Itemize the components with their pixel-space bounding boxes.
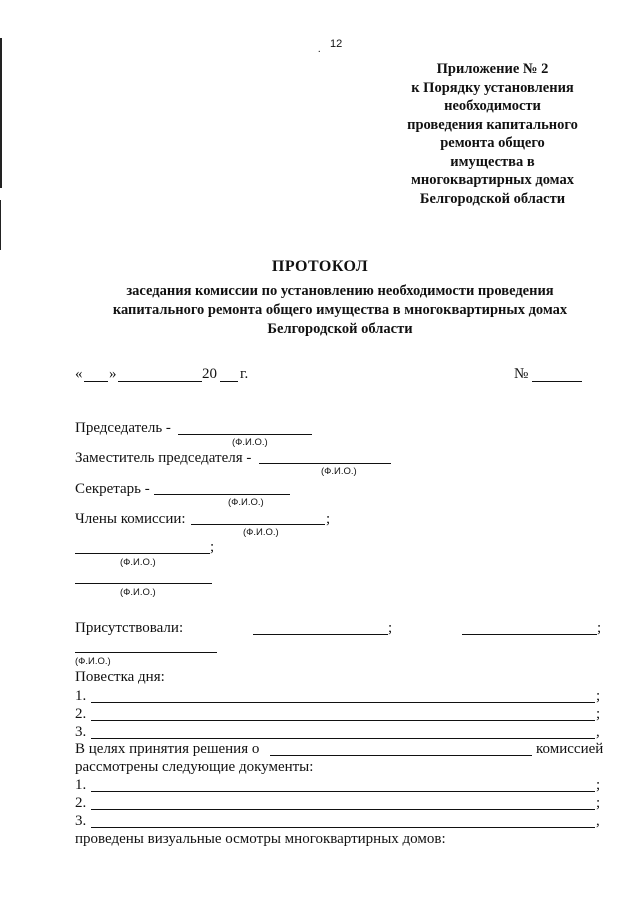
agenda-item-number: 3. bbox=[75, 724, 87, 740]
appendix-line: Приложение № 2 bbox=[436, 61, 549, 77]
fio-caption: (Ф.И.О.) bbox=[75, 656, 111, 667]
attended-label: Присутствовали: bbox=[75, 620, 184, 636]
fio-caption: (Ф.И.О.) bbox=[120, 557, 156, 568]
chairman-field[interactable] bbox=[178, 434, 312, 435]
attended-field-2[interactable] bbox=[462, 634, 597, 635]
appendix-line: к Порядку установления bbox=[411, 79, 574, 96]
semicolon: ; bbox=[388, 620, 393, 636]
scan-edge-top bbox=[0, 38, 2, 188]
document-field-3[interactable] bbox=[91, 827, 595, 828]
member-field-1[interactable] bbox=[191, 524, 325, 525]
appendix-line: многоквартирных домах bbox=[411, 172, 574, 188]
members-label: Члены комиссии: bbox=[75, 511, 186, 527]
scan-mark: . bbox=[318, 44, 321, 55]
decision-subject-field[interactable] bbox=[270, 755, 532, 756]
member-field-3[interactable] bbox=[75, 583, 212, 584]
semicolon: ; bbox=[596, 795, 601, 811]
fio-caption: (Ф.И.О.) bbox=[120, 587, 156, 598]
page-number: 12 bbox=[330, 38, 343, 50]
day-field[interactable] bbox=[84, 381, 108, 382]
fio-caption: (Ф.И.О.) bbox=[232, 437, 268, 448]
semicolon: ; bbox=[596, 777, 601, 793]
scan-edge-mid bbox=[0, 200, 1, 250]
semicolon: ; bbox=[326, 511, 331, 527]
year-field[interactable] bbox=[220, 381, 238, 382]
appendix-block bbox=[385, 60, 600, 208]
agenda-label: Повестка дня: bbox=[75, 669, 165, 685]
year-suffix: г. bbox=[240, 366, 249, 382]
document-field-2[interactable] bbox=[91, 809, 595, 810]
member-field-2[interactable] bbox=[75, 553, 210, 554]
document-item-number: 2. bbox=[75, 795, 87, 811]
attended-field-3[interactable] bbox=[75, 652, 217, 653]
appendix-line: Белгородской области bbox=[419, 190, 566, 207]
fio-caption: (Ф.И.О.) bbox=[228, 497, 264, 508]
semicolon: ; bbox=[597, 620, 602, 636]
document-item-number: 1. bbox=[75, 777, 87, 793]
appendix-line: необходимости bbox=[444, 98, 541, 114]
date-close-quote: » bbox=[109, 366, 117, 382]
protocol-title: ПРОТОКОЛ bbox=[271, 258, 369, 275]
date-open-quote: « bbox=[75, 366, 83, 382]
agenda-field-3[interactable] bbox=[91, 738, 595, 739]
fio-caption: (Ф.И.О.) bbox=[321, 466, 357, 477]
appendix-line: имущества в bbox=[450, 153, 535, 170]
secretary-label: Секретарь - bbox=[75, 481, 150, 497]
agenda-field-1[interactable] bbox=[91, 702, 595, 703]
agenda-item-number: 2. bbox=[75, 706, 87, 722]
vice-chairman-label: Заместитель председателя - bbox=[75, 450, 252, 466]
appendix-line: ремонта общего bbox=[440, 135, 545, 151]
protocol-subtitle bbox=[80, 282, 600, 339]
number-field[interactable] bbox=[532, 381, 582, 382]
vice-chairman-field[interactable] bbox=[259, 463, 391, 464]
number-label: № bbox=[514, 366, 529, 382]
subtitle-line: Белгородской области bbox=[267, 321, 413, 337]
subtitle-line: заседания комиссии по установлению необходимости проведения bbox=[126, 283, 554, 299]
month-field[interactable] bbox=[118, 381, 202, 382]
decision-line2: рассмотрены следующие документы: bbox=[75, 759, 314, 775]
semicolon: ; bbox=[596, 706, 601, 722]
appendix-line: проведения капитального bbox=[407, 116, 578, 133]
decision-prefix: В целях принятия решения о bbox=[75, 741, 260, 757]
agenda-field-2[interactable] bbox=[91, 720, 595, 721]
semicolon: ; bbox=[596, 688, 601, 704]
decision-suffix: комиссией bbox=[536, 741, 604, 757]
attended-field-1[interactable] bbox=[253, 634, 388, 635]
subtitle-line: капитального ремонта общего имущества в многоквартирных домах bbox=[112, 302, 568, 318]
agenda-item-number: 1. bbox=[75, 688, 87, 704]
year-prefix: 20 bbox=[202, 366, 217, 382]
fio-caption: (Ф.И.О.) bbox=[243, 527, 279, 538]
comma: , bbox=[596, 724, 600, 740]
inspection-text: проведены визуальные осмотры многоквартирных домов: bbox=[75, 831, 446, 847]
document-field-1[interactable] bbox=[91, 791, 595, 792]
semicolon: ; bbox=[210, 539, 215, 555]
chairman-label: Председатель - bbox=[75, 420, 171, 436]
secretary-field[interactable] bbox=[154, 494, 290, 495]
comma: , bbox=[596, 813, 600, 829]
document-item-number: 3. bbox=[75, 813, 87, 829]
